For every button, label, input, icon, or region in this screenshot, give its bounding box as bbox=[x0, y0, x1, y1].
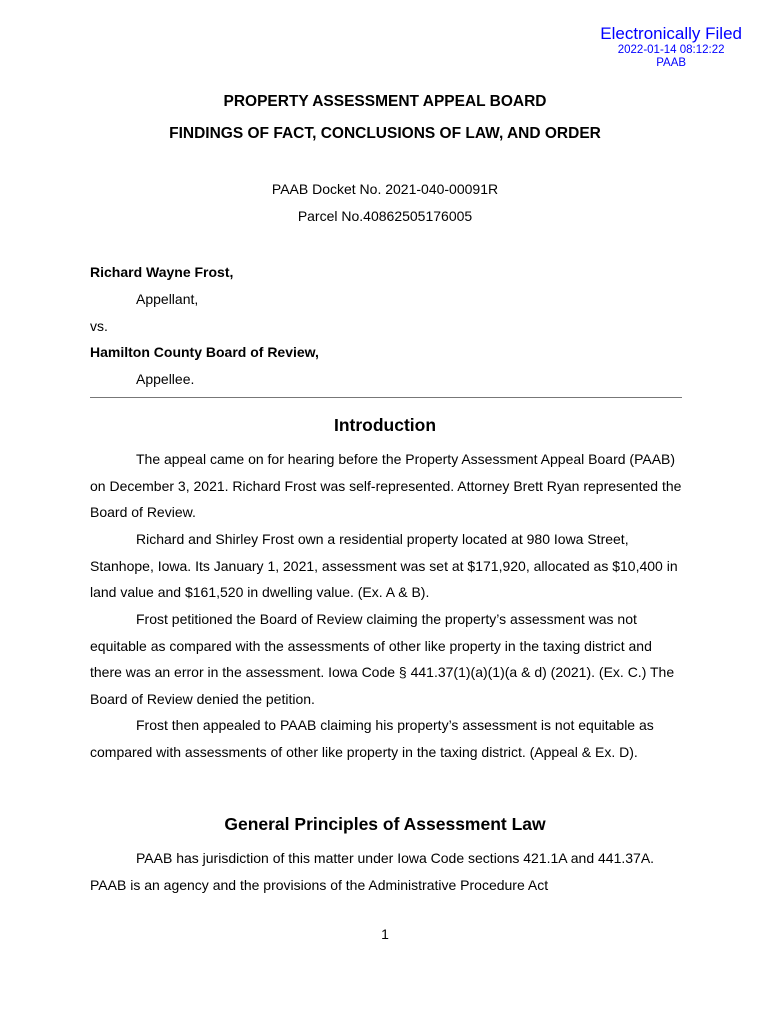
appellant-role: Appellant, bbox=[136, 291, 199, 307]
stamp-agency: PAAB bbox=[656, 57, 687, 69]
intro-paragraph-2: Richard and Shirley Frost own a residential property located at 980 Iowa Street, Stanhope, Iowa. Its January 1, 2021, assessment was set at $171,920, allocated as $10,400 in land value and $161,520 in dwelling value. (Ex. A & B). bbox=[90, 531, 678, 600]
introduction-heading: Introduction bbox=[333, 415, 437, 435]
parcel-number: Parcel No.40862505176005 bbox=[297, 208, 473, 224]
general-principles-paragraph-1: PAAB has jurisdiction of this matter under Iowa Code sections 421.1A and 441.37A. PAAB is an agency and the provisions of the Administrative Procedure Act bbox=[90, 850, 655, 893]
appellee-role: Appellee. bbox=[136, 371, 195, 387]
docket-number: PAAB Docket No. 2021-040-00091R bbox=[271, 181, 499, 197]
stamp-title: Electronically Filed bbox=[600, 24, 742, 43]
board-title: PROPERTY ASSESSMENT APPEAL BOARD bbox=[223, 93, 547, 110]
versus-label: vs. bbox=[90, 318, 108, 334]
intro-paragraph-1: The appeal came on for hearing before the Property Assessment Appeal Board (PAAB) on December 3, 2021. Richard Frost was self-represented. Attorney Brett Ryan represented the Board of Review. bbox=[90, 451, 682, 520]
appellee-name: Hamilton County Board of Review, bbox=[90, 344, 319, 360]
stamp-datetime: 2022-01-14 08:12:22 bbox=[617, 44, 725, 56]
page-number: 1 bbox=[381, 926, 389, 942]
electronic-filing-stamp bbox=[600, 24, 742, 70]
general-principles-heading: General Principles of Assessment Law bbox=[224, 814, 546, 834]
intro-paragraph-4: Frost then appealed to PAAB claiming his property’s assessment is not equitable as compared with assessments of other like property in the taxing district. (Appeal & Ex. D). bbox=[90, 717, 654, 760]
document-subtitle: FINDINGS OF FACT, CONCLUSIONS OF LAW, AND ORDER bbox=[169, 125, 601, 142]
appellant-name: Richard Wayne Frost, bbox=[90, 264, 234, 280]
caption-divider bbox=[90, 397, 682, 398]
intro-paragraph-3: Frost petitioned the Board of Review claiming the property’s assessment was not equitable as compared with the assessments of other like property in the taxing district and there was an error in the assessment. Iowa Code § 441.37(1)(a)(1)(a & d) (2021). (Ex. C.) The Board of Review denied the petition. bbox=[90, 611, 675, 707]
